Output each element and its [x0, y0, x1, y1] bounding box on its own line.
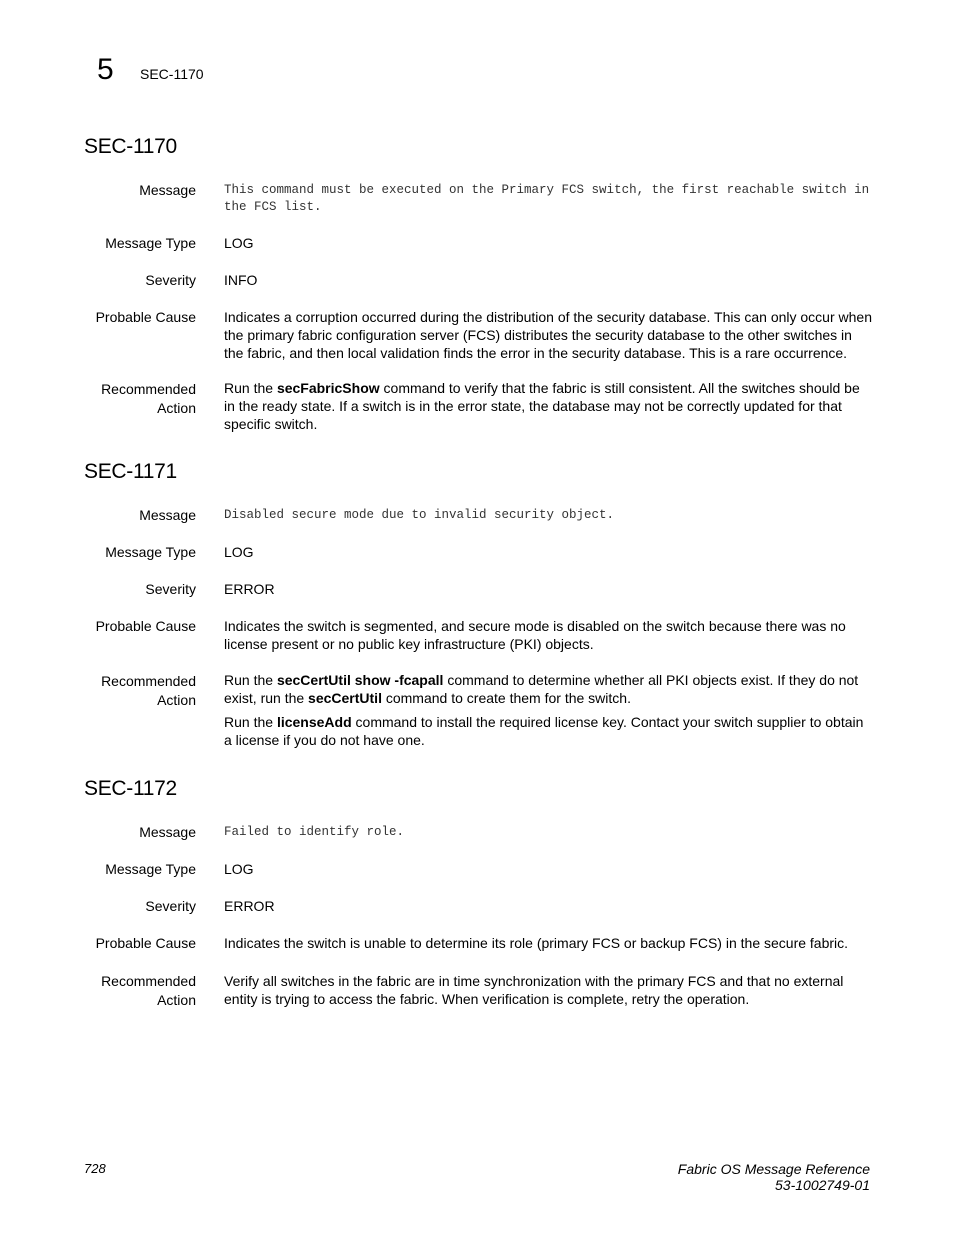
- label-severity: Severity: [145, 581, 196, 597]
- label-message: Message: [139, 824, 196, 840]
- severity-value: ERROR: [224, 581, 275, 597]
- command-name: licenseAdd: [276, 714, 352, 730]
- section-title-sec-1170: SEC-1170: [84, 135, 177, 158]
- action-text: Run the: [224, 380, 277, 396]
- command-name: secFabricShow: [276, 380, 380, 396]
- message-type-value: LOG: [224, 861, 254, 877]
- probable-cause-text: Indicates the switch is unable to determine its role (primary FCS or backup FCS) in the secure fabric.: [224, 935, 849, 951]
- label-message-type: Message Type: [105, 235, 196, 251]
- label-recommended: Recommended: [101, 673, 196, 689]
- label-severity: Severity: [145, 272, 196, 288]
- message-text: Failed to identify role.: [224, 825, 405, 839]
- recommended-action-text: [224, 671, 872, 707]
- label-action: Action: [157, 400, 196, 416]
- label-message-type: Message Type: [105, 861, 196, 877]
- action-text: command to create them for the switch.: [381, 690, 631, 706]
- recommended-action-text-2: [224, 713, 872, 749]
- label-recommended-action: [56, 972, 196, 1010]
- action-text: command to install the required license key. Contact your switch supplier to obtain a license if you do not have one.: [224, 714, 864, 748]
- label-recommended: Recommended: [101, 381, 196, 397]
- chapter-number: 5: [97, 53, 114, 86]
- page-number: 728: [84, 1161, 106, 1176]
- command-name: secCertUtil: [308, 690, 382, 706]
- recommended-action-text: [224, 972, 872, 1008]
- severity-value: INFO: [224, 272, 258, 288]
- label-recommended: Recommended: [101, 973, 196, 989]
- label-action: Action: [157, 692, 196, 708]
- label-message-type: Message Type: [105, 544, 196, 560]
- label-recommended-action: [56, 380, 196, 418]
- label-probable-cause: Probable Cause: [95, 618, 196, 634]
- probable-cause-text: Indicates a corruption occurred during the distribution of the security database. This can only occur when the primary fabric configuration server (FCS) distributes the security database to the other switches in the fabric, and then local validation finds the error in the security database. This is a rare occurrence.: [224, 309, 872, 361]
- doc-number: 53-1002749-01: [775, 1177, 870, 1193]
- section-title-sec-1171: SEC-1171: [84, 460, 177, 483]
- recommended-action-text: [224, 379, 872, 433]
- label-action: Action: [157, 992, 196, 1008]
- action-text: command to determine whether all PKI objects exist. If they do not exist, run the: [224, 672, 859, 706]
- action-text: command to verify that the fabric is still consistent. All the switches should be in the ready state. If a switch is in the error state, the database may not be correctly updated for that specific switch.: [224, 380, 860, 432]
- message-text: Disabled secure mode due to invalid security object.: [224, 508, 615, 522]
- label-message: Message: [139, 507, 196, 523]
- severity-value: ERROR: [224, 898, 275, 914]
- label-probable-cause: Probable Cause: [95, 309, 196, 325]
- message-type-value: LOG: [224, 235, 254, 251]
- action-text: Run the: [224, 714, 277, 730]
- action-text: Run the: [224, 672, 277, 688]
- footer-doc-info: [678, 1161, 870, 1193]
- label-recommended-action: [56, 672, 196, 710]
- doc-title: Fabric OS Message Reference: [677, 1161, 870, 1177]
- message-text: This command must be executed on the Primary FCS switch, the first reachable switch in the FCS list.: [224, 183, 870, 214]
- message-type-value: LOG: [224, 544, 254, 560]
- label-probable-cause: Probable Cause: [95, 935, 196, 951]
- probable-cause-text: Indicates the switch is segmented, and secure mode is disabled on the switch because there was no license present or no public key infrastructure (PKI) objects.: [224, 618, 846, 652]
- running-header: SEC-1170: [140, 66, 204, 82]
- action-text: Verify all switches in the fabric are in time synchronization with the primary FCS and that no external entity is trying to access the fabric. When verification is complete, retry the operation.: [224, 973, 844, 1007]
- label-message: Message: [139, 182, 196, 198]
- section-title-sec-1172: SEC-1172: [84, 777, 177, 800]
- label-severity: Severity: [145, 898, 196, 914]
- command-name: secCertUtil show -fcapall: [276, 672, 444, 688]
